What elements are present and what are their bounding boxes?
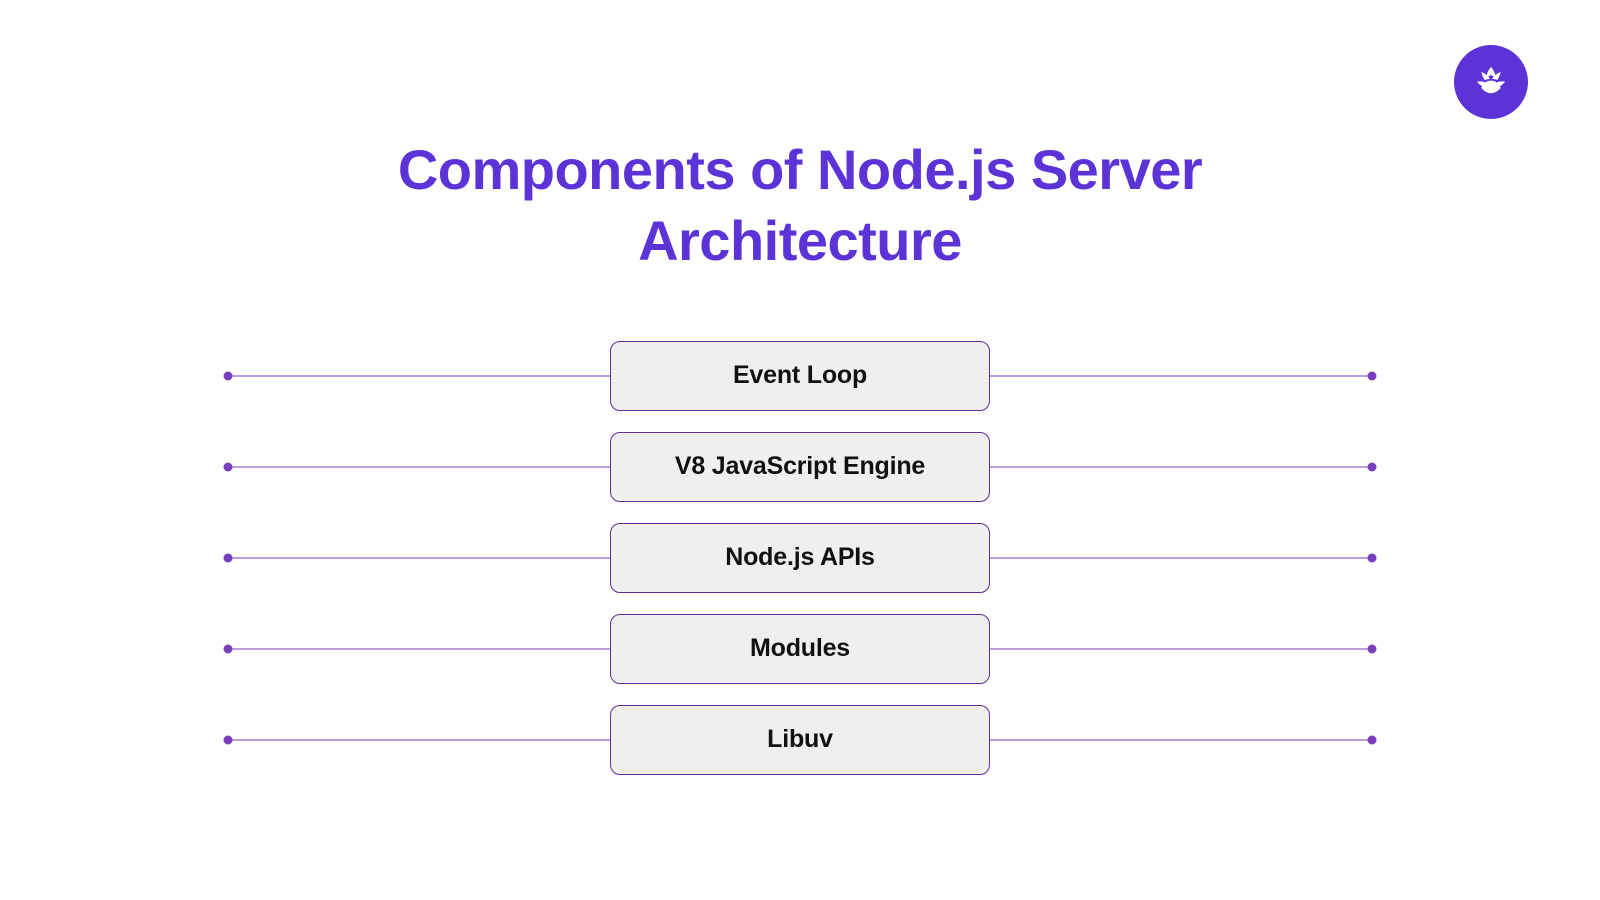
lotus-icon xyxy=(1469,60,1513,104)
connector-dot-right xyxy=(1368,735,1377,744)
diagram-node[interactable] xyxy=(610,614,990,684)
diagram-node-label: Event Loop xyxy=(732,361,868,389)
diagram-row xyxy=(0,512,1600,603)
diagram-node-label: Node.js APIs xyxy=(725,543,875,571)
diagram-row xyxy=(0,603,1600,694)
connector-line-right xyxy=(988,375,1372,376)
connector-line-left xyxy=(228,739,612,740)
connector-line-left xyxy=(228,375,612,376)
connector-dot-right xyxy=(1368,644,1377,653)
connector-line-right xyxy=(988,739,1372,740)
connector-dot-left xyxy=(224,553,233,562)
connector-dot-left xyxy=(224,371,233,380)
page-title: Components of Node.js Server Architecture xyxy=(397,137,1203,273)
connector-dot-right xyxy=(1368,371,1377,380)
diagram-node-label: Modules xyxy=(750,634,850,662)
diagram-node[interactable] xyxy=(610,523,990,593)
connector-line-right xyxy=(988,466,1372,467)
diagram-node[interactable] xyxy=(610,432,990,502)
diagram-row xyxy=(0,694,1600,785)
diagram-row xyxy=(0,330,1600,421)
connector-line-left xyxy=(228,466,612,467)
diagram-node-label: Libuv xyxy=(767,725,833,753)
diagram-row xyxy=(0,421,1600,512)
connector-dot-right xyxy=(1368,462,1377,471)
connector-line-left xyxy=(228,557,612,558)
connector-line-right xyxy=(988,648,1372,649)
connector-dot-left xyxy=(224,462,233,471)
diagram-node-label: V8 JavaScript Engine xyxy=(674,452,926,480)
diagram-node[interactable] xyxy=(610,341,990,411)
connector-dot-left xyxy=(224,644,233,653)
diagram-node[interactable] xyxy=(610,705,990,775)
connector-dot-right xyxy=(1368,553,1377,562)
connector-line-right xyxy=(988,557,1372,558)
architecture-diagram xyxy=(0,330,1600,785)
connector-line-left xyxy=(228,648,612,649)
connector-dot-left xyxy=(224,735,233,744)
brand-logo xyxy=(1454,45,1528,119)
